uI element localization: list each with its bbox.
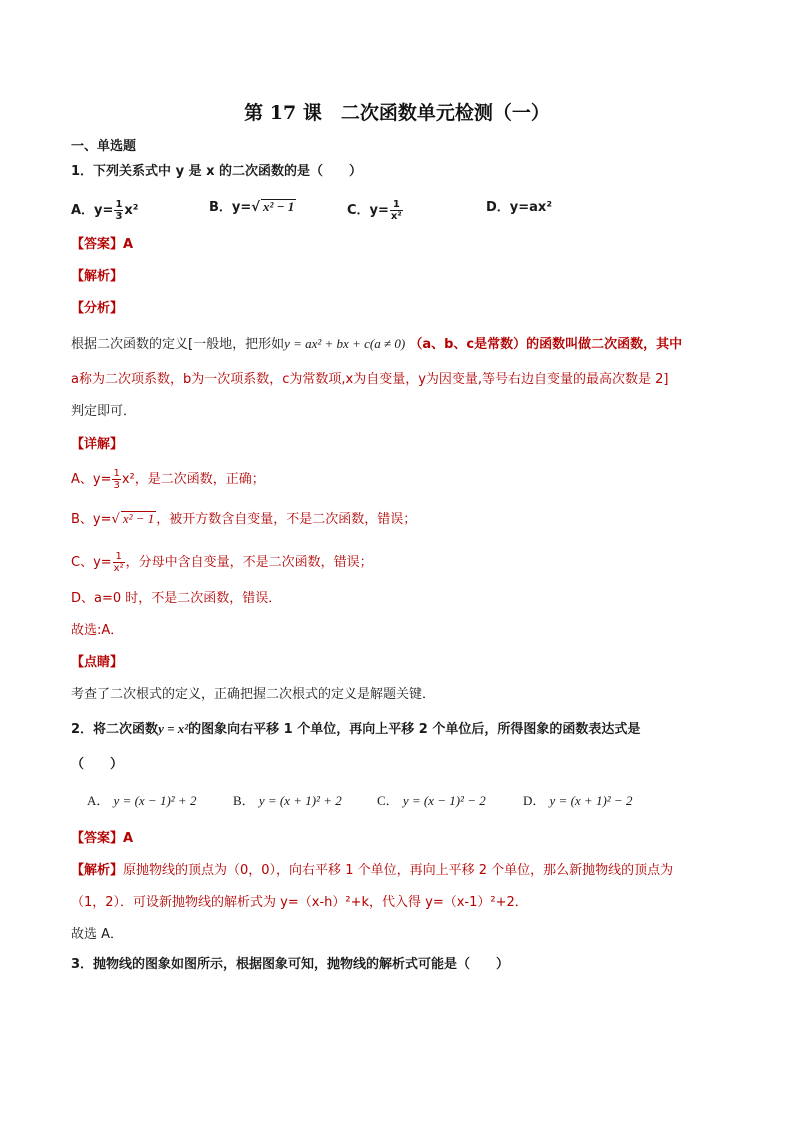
- question-2-options: [87, 792, 687, 812]
- option-d[interactable]: D． y = (x + 1)² − 2: [523, 793, 633, 808]
- option-c[interactable]: C．y= $\frac{1}{\text{x²}}$: [347, 199, 402, 222]
- option-d[interactable]: D．y=ax²: [486, 200, 553, 215]
- page-title: 第 17 课 二次函数单元检测（一）: [244, 102, 550, 124]
- q2-jiexi-line-2: （1，2）．可设新抛物线的解析式为 y=（x-h）²+k，代入得 y=（x-1）²+2．: [71, 895, 528, 910]
- fenxi-label: 【分析】: [71, 301, 124, 316]
- option-a[interactable]: A．y= $\frac{1}{3}$ x²: [71, 199, 139, 222]
- analysis-line-1: 根据二次函数的定义[一般地，把形如y = ax² + bx + c(a ≠ 0) （a、b、c是常数）的函数叫做二次函数，其中: [71, 336, 683, 352]
- question-2-stem: 2．将二次函数y = x²的图象向右平移 1 个单位，再向上平移 2 个单位后，所得图象的函数表达式是: [71, 721, 641, 737]
- question-text: 下列关系式中 y 是 x 的二次函数的是（ ）: [93, 164, 363, 179]
- detail-c: C、y= $\frac{1}{\text{x²}}$ ，分母中含自变量，不是二次函数，错误；: [71, 551, 373, 574]
- question-1-stem: [71, 163, 362, 181]
- section-heading: 一、单选题: [71, 139, 137, 154]
- q2-jiexi-line-1: 【解析】原抛物线的顶点为（0，0），向右平移 1 个单位，再向上平移 2 个单位，那么新抛物线的顶点为: [71, 863, 674, 878]
- detail-b: B、y=√ x² − 1 ，被开方数含自变量，不是二次函数，错误；: [71, 511, 417, 527]
- detail-d: D、a=0 时，不是二次函数，错误．: [71, 591, 282, 606]
- analysis-line-2: a称为二次项系数，b为一次项系数，c为常数项,x为自变量，y为因变量,等号右边自变量的最高次数是 2]: [71, 372, 669, 387]
- option-a[interactable]: A． y = (x − 1)² + 2: [87, 793, 197, 808]
- choose-q2: 故选 A．: [71, 927, 124, 942]
- answer-label: 【答案】A: [71, 237, 134, 252]
- analysis-line-3: 判定即可．: [71, 404, 137, 419]
- xiangjie-label: 【详解】: [71, 437, 124, 452]
- choose-q1: 故选:A．: [71, 623, 124, 638]
- option-b[interactable]: B．y=√ x² − 1: [209, 199, 295, 215]
- dianjing-label: 【点睛】: [71, 655, 124, 670]
- question-number: 1．: [71, 164, 94, 179]
- detail-a: A、y= $\frac{1}{3}$ x²，是二次函数，正确；: [71, 468, 265, 491]
- answer-label-q2: 【答案】A: [71, 831, 134, 846]
- question-2-paren: （ ）: [71, 757, 124, 772]
- jiexi-label: 【解析】: [71, 269, 124, 284]
- question-3-stem: 3．抛物线的图象如图所示，根据图象可知，抛物线的解析式可能是（ ）: [71, 957, 510, 972]
- option-b[interactable]: B． y = (x + 1)² + 2: [233, 793, 342, 808]
- option-c[interactable]: C． y = (x − 1)² − 2: [377, 793, 486, 808]
- question-1-options: [71, 199, 731, 229]
- dianjing-text: 考查了二次根式的定义，正确把握二次根式的定义是解题关键．: [71, 687, 436, 702]
